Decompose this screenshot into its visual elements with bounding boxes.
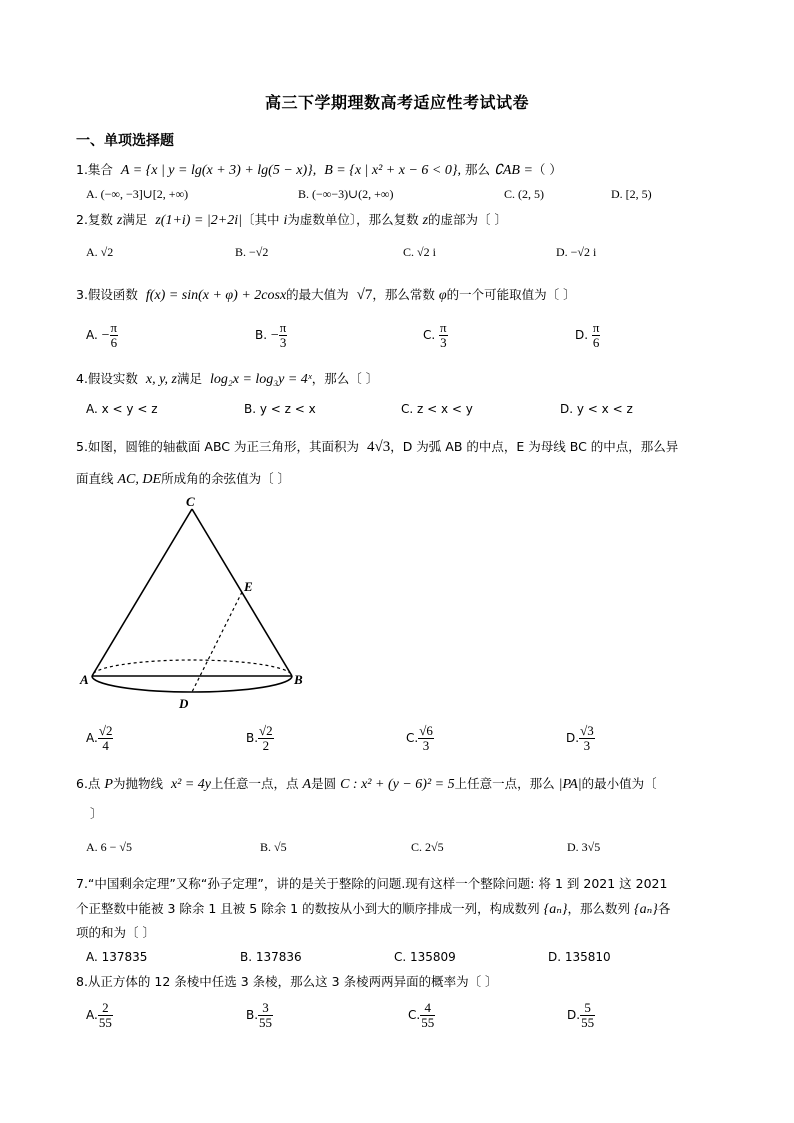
q8-option-b[interactable]: B. $\frac{3}{55}$ xyxy=(246,1000,273,1030)
q4-option-d[interactable]: D. y < x < z xyxy=(560,402,633,416)
q3-option-c[interactable]: C. $\frac{\pi}{3}$ xyxy=(423,320,447,350)
segment-de xyxy=(192,592,242,692)
q3-option-a[interactable]: A. − $\frac{\pi}{6}$ xyxy=(86,320,118,350)
q5-option-c[interactable]: C. $\frac{√6}{3}$ xyxy=(406,723,433,753)
q3-option-d[interactable]: D. $\frac{\pi}{6}$ xyxy=(575,320,600,350)
question-5-line-1: 5.如图，圆锥的轴截面 ABC 为正三角形，其面积为 4√3，D 为弧 AB 的中点，E 为母线 BC 的中点，那么异 xyxy=(76,439,679,455)
q1-option-c[interactable]: C. (2, 5) xyxy=(504,187,544,201)
question-6-close: 〕 xyxy=(90,806,103,821)
q6-option-b[interactable]: B. √5 xyxy=(260,840,287,854)
q2-option-b[interactable]: B. −√2 xyxy=(235,245,269,259)
question-1-stem: 1.集合 A = {x | y = lg(x + 3) + lg(5 − x)}, B = {x | x² + x − 6 < 0}, 那么 ∁AB =（ ） xyxy=(76,162,562,178)
section-heading: 一、单项选择题 xyxy=(76,133,174,149)
label-b: B xyxy=(294,672,303,687)
q8-option-c[interactable]: C. $\frac{4}{55}$ xyxy=(408,1000,435,1030)
q4-option-c[interactable]: C. z < x < y xyxy=(401,402,473,416)
label-a: A xyxy=(80,672,89,687)
q2-option-d[interactable]: D. −√2 i xyxy=(556,245,597,259)
question-4-stem: 4.假设实数 x, y, z满足 log₂x = log₃y = 4ˣ，那么〔 〕 xyxy=(76,371,379,387)
label-e: E xyxy=(244,579,253,594)
q6-option-d[interactable]: D. 3√5 xyxy=(567,840,601,854)
cone-figure xyxy=(76,494,316,718)
q2-option-a[interactable]: A. √2 xyxy=(86,245,114,259)
question-7-line-1: 7.“中国剩余定理”又称“孙子定理”，讲的是关于整除的问题.现有这样一个整除问题: 将 1 到 2021 这 2021 xyxy=(76,876,668,891)
q4-option-b[interactable]: B. y < z < x xyxy=(244,402,316,416)
q7-option-b[interactable]: B. 137836 xyxy=(240,950,302,964)
question-7-line-2: 个正整数中能被 3 除余 1 且被 5 除余 1 的数按从小到大的顺序排成一列，构成数列 {aₙ}，那么数列 {aₙ}各 xyxy=(76,901,671,917)
page-title: 高三下学期理数高考适应性考试试卷 xyxy=(264,93,529,112)
question-2-stem: 2.复数 z满足 z(1+i) = |2+2i|〔其中 i为虚数单位〕，那么复数 z的虚部为〔 〕 xyxy=(76,212,508,228)
q1-option-b[interactable]: B. (−∞−3)∪(2, +∞) xyxy=(298,187,394,201)
q3-option-b[interactable]: B. − $\frac{\pi}{3}$ xyxy=(255,320,287,350)
q5-option-d[interactable]: D. $\frac{√3}{3}$ xyxy=(566,723,594,753)
q5-option-b[interactable]: B. $\frac{√2}{2}$ xyxy=(246,723,273,753)
q5-option-a[interactable]: A. $\frac{√2}{4}$ xyxy=(86,723,113,753)
q1-option-a[interactable]: A. (−∞, −3]∪[2, +∞) xyxy=(86,187,189,201)
q8-option-d[interactable]: D. $\frac{5}{55}$ xyxy=(567,1000,595,1030)
question-8-stem: 8.从正方体的 12 条棱中任选 3 条棱，那么这 3 条棱两两异面的概率为〔 〕 xyxy=(76,974,498,989)
q2-option-c[interactable]: C. √2 i xyxy=(403,245,436,259)
segment-ac xyxy=(92,509,192,676)
question-7-line-3: 项的和为〔 〕 xyxy=(76,925,155,940)
cone-base-front xyxy=(92,676,292,692)
q1-option-d[interactable]: D. [2, 5) xyxy=(611,187,652,201)
question-3-stem: 3.假设函数 f(x) = sin(x + φ) + 2cosx的最大值为 √7，那么常数 φ的一个可能取值为〔 〕 xyxy=(76,287,576,303)
question-6-stem: 6.点 P为抛物线 x² = 4y上任意一点，点 A是圆 C : x² + (y − 6)² = 5上任意一点，那么 |PA|的最小值为〔 xyxy=(76,776,657,792)
q7-option-a[interactable]: A. 137835 xyxy=(86,950,148,964)
q7-option-c[interactable]: C. 135809 xyxy=(394,950,456,964)
q6-option-c[interactable]: C. 2√5 xyxy=(411,840,444,854)
q7-option-d[interactable]: D. 135810 xyxy=(548,950,611,964)
q4-option-a[interactable]: A. x < y < z xyxy=(86,402,158,416)
label-c: C xyxy=(186,494,195,509)
q8-option-a[interactable]: A. $\frac{2}{55}$ xyxy=(86,1000,112,1030)
label-d: D xyxy=(179,696,189,711)
q6-option-a[interactable]: A. 6 − √5 xyxy=(86,840,133,854)
question-5-line-2: 面直线 AC, DE所成角的余弦值为〔 〕 xyxy=(76,471,291,487)
